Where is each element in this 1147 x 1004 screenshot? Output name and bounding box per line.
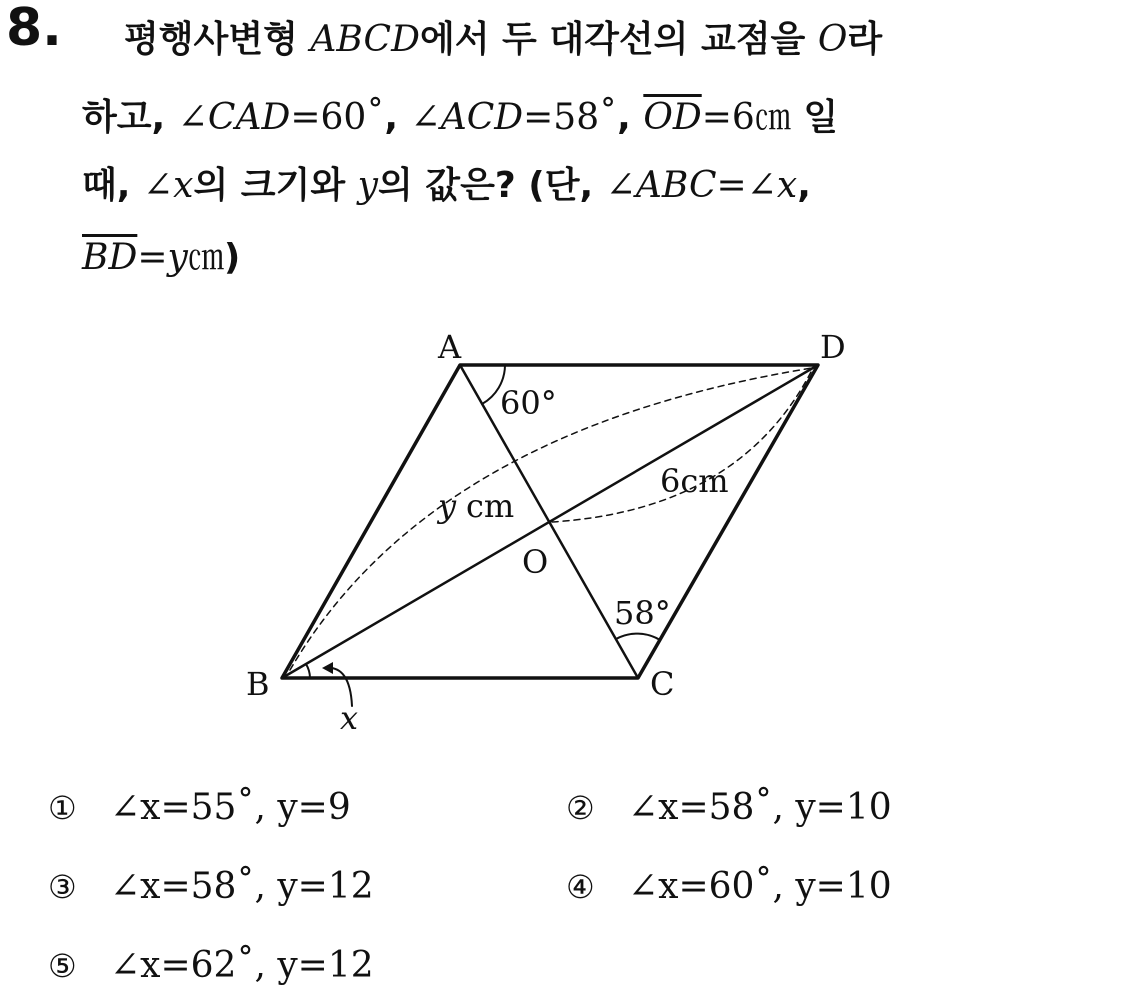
text: ,	[797, 165, 811, 206]
math: ∠CAD	[177, 97, 291, 138]
segment-od: $\overline{OD}$	[643, 97, 702, 138]
math: ∠ACD	[410, 97, 524, 138]
choice-number: ③	[48, 868, 77, 906]
choice-number: ④	[566, 868, 595, 906]
math: ∠ABC	[605, 165, 717, 206]
choice-number: ①	[48, 789, 77, 827]
angle-arc-c	[616, 634, 660, 640]
math: y	[357, 165, 378, 206]
choice-text: ∠x=58˚, y=10	[628, 787, 892, 828]
math-value: ㎝	[187, 237, 224, 278]
choice-text: ∠x=62˚, y=12	[110, 945, 374, 986]
text: )	[223, 237, 241, 278]
text: 의 크기와	[193, 165, 358, 206]
choice-number: ⑤	[48, 947, 77, 985]
math-value: =	[137, 237, 168, 278]
math: ∠x	[746, 165, 798, 206]
choice-4[interactable]	[566, 866, 892, 907]
od-length-label: 6cm	[660, 462, 729, 500]
math-value: =60˚	[290, 97, 385, 138]
angle-arc-b	[306, 664, 310, 678]
text: 하고,	[82, 97, 178, 138]
choice-3[interactable]	[48, 866, 374, 907]
math-value: =	[716, 165, 747, 206]
text: 의 값은? (단,	[377, 165, 606, 206]
angle-cad-label: 60°	[500, 384, 557, 422]
text: ,	[617, 97, 644, 138]
choice-text: ∠x=55˚, y=9	[110, 787, 351, 828]
text: 라	[847, 19, 883, 60]
angle-x-label: x	[340, 699, 359, 737]
math: y	[167, 237, 188, 278]
bd-unit-label: cm	[466, 487, 515, 525]
choice-text: ∠x=58˚, y=12	[110, 866, 374, 907]
arrowhead	[322, 662, 333, 674]
segment-bd: $\overline{BD}$	[82, 237, 138, 278]
bd-variable-label: y	[438, 487, 457, 525]
math: ∠x	[143, 165, 194, 206]
vertex-label-b: B	[246, 665, 270, 703]
choice-text: ∠x=60˚, y=10	[628, 866, 892, 907]
choice-5[interactable]	[48, 945, 374, 986]
choice-1[interactable]	[48, 787, 351, 828]
text: 에서 두 대각선의 교점을	[419, 19, 818, 60]
text: 일	[790, 97, 839, 138]
math: O	[817, 19, 848, 60]
vertex-label-d: D	[820, 328, 846, 366]
question-number: 8.	[6, 0, 62, 58]
text: 때,	[82, 165, 143, 206]
point-label-o: O	[522, 543, 549, 581]
text: ,	[384, 97, 411, 138]
vertex-label-a: A	[438, 328, 462, 366]
choice-number: ②	[566, 789, 595, 827]
choice-2[interactable]	[566, 787, 892, 828]
angle-acd-label: 58°	[614, 594, 671, 632]
math-value: =58˚	[523, 97, 618, 138]
text: 평행사변형	[124, 19, 311, 60]
vertex-label-c: C	[650, 665, 675, 703]
math: ABCD	[310, 19, 420, 60]
math-value: =6㎝	[701, 97, 791, 138]
